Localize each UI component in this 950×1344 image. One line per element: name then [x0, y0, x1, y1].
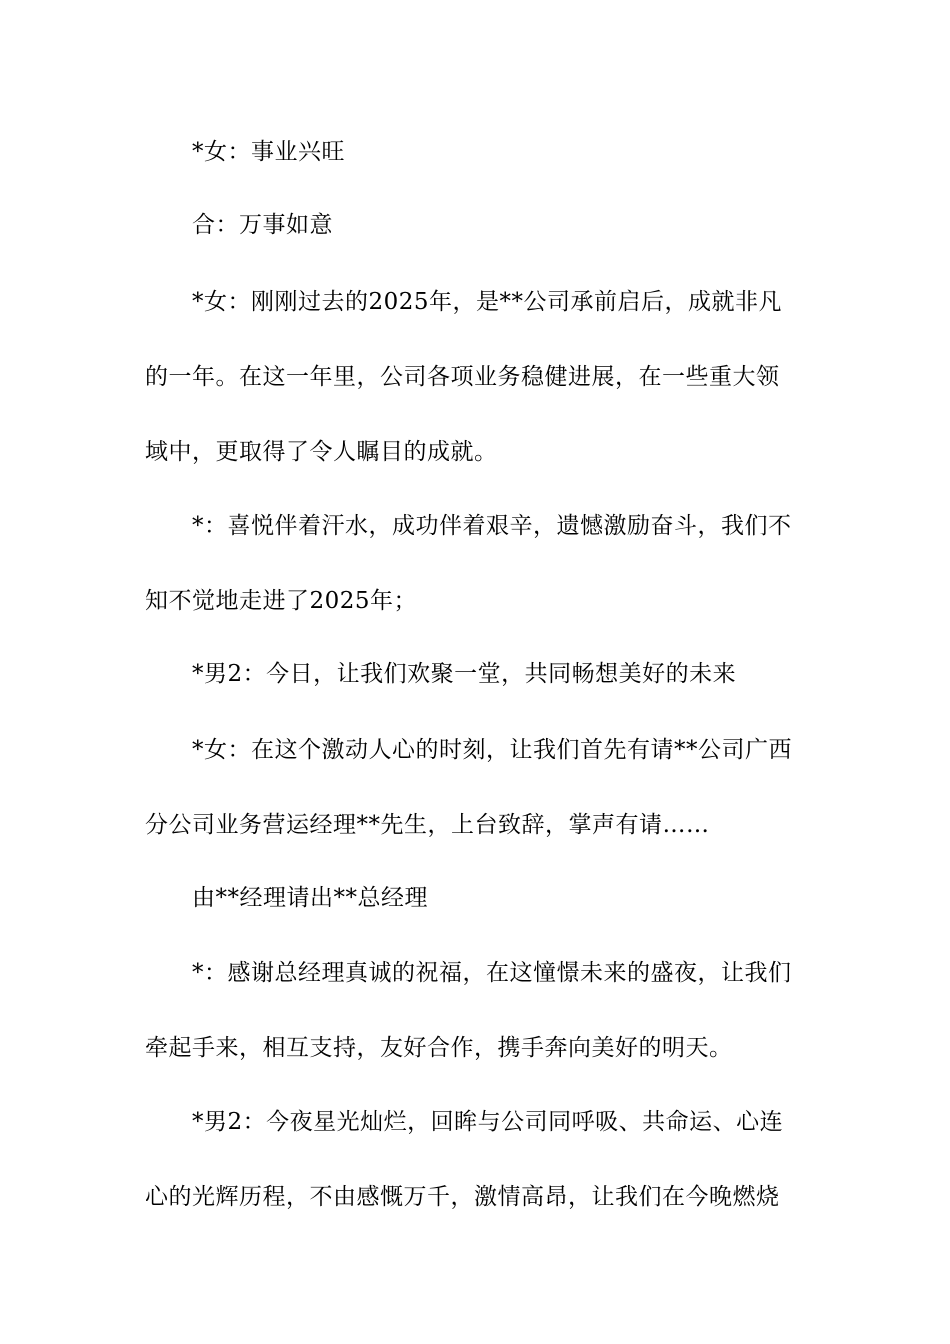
text-line: *：感谢总经理真诚的祝福，在这憧憬未来的盛夜，让我们 — [192, 960, 792, 986]
text-line: 知不觉地走进了2025年； — [145, 588, 418, 614]
text-line: 心的光辉历程，不由感慨万千，激情高昂，让我们在今晚燃烧 — [145, 1184, 780, 1210]
text-line: *男2：今日，让我们欢聚一堂，共同畅想美好的未来 — [192, 661, 737, 687]
text-line: 由**经理请出**总经理 — [192, 885, 428, 911]
text-line: *女：刚刚过去的2025年，是**公司承前启后，成就非凡 — [192, 289, 783, 315]
text-line: *：喜悦伴着汗水，成功伴着艰辛，遗憾激励奋斗，我们不 — [192, 513, 792, 539]
text-line: *男2：今夜星光灿烂，回眸与公司同呼吸、共命运、心连 — [192, 1109, 784, 1135]
text-line: 合：万事如意 — [192, 212, 333, 238]
text-line: 牵起手来，相互支持，友好合作，携手奔向美好的明天。 — [145, 1035, 733, 1061]
text-line: 域中，更取得了令人瞩目的成就。 — [145, 439, 498, 465]
text-line: *女：在这个激动人心的时刻，让我们首先有请**公司广西 — [192, 737, 792, 763]
text-line: 的一年。在这一年里，公司各项业务稳健进展，在一些重大领 — [145, 364, 780, 390]
text-line: 分公司业务营运经理**先生，上台致辞，掌声有请…… — [145, 812, 710, 838]
text-line: *女：事业兴旺 — [192, 139, 345, 165]
